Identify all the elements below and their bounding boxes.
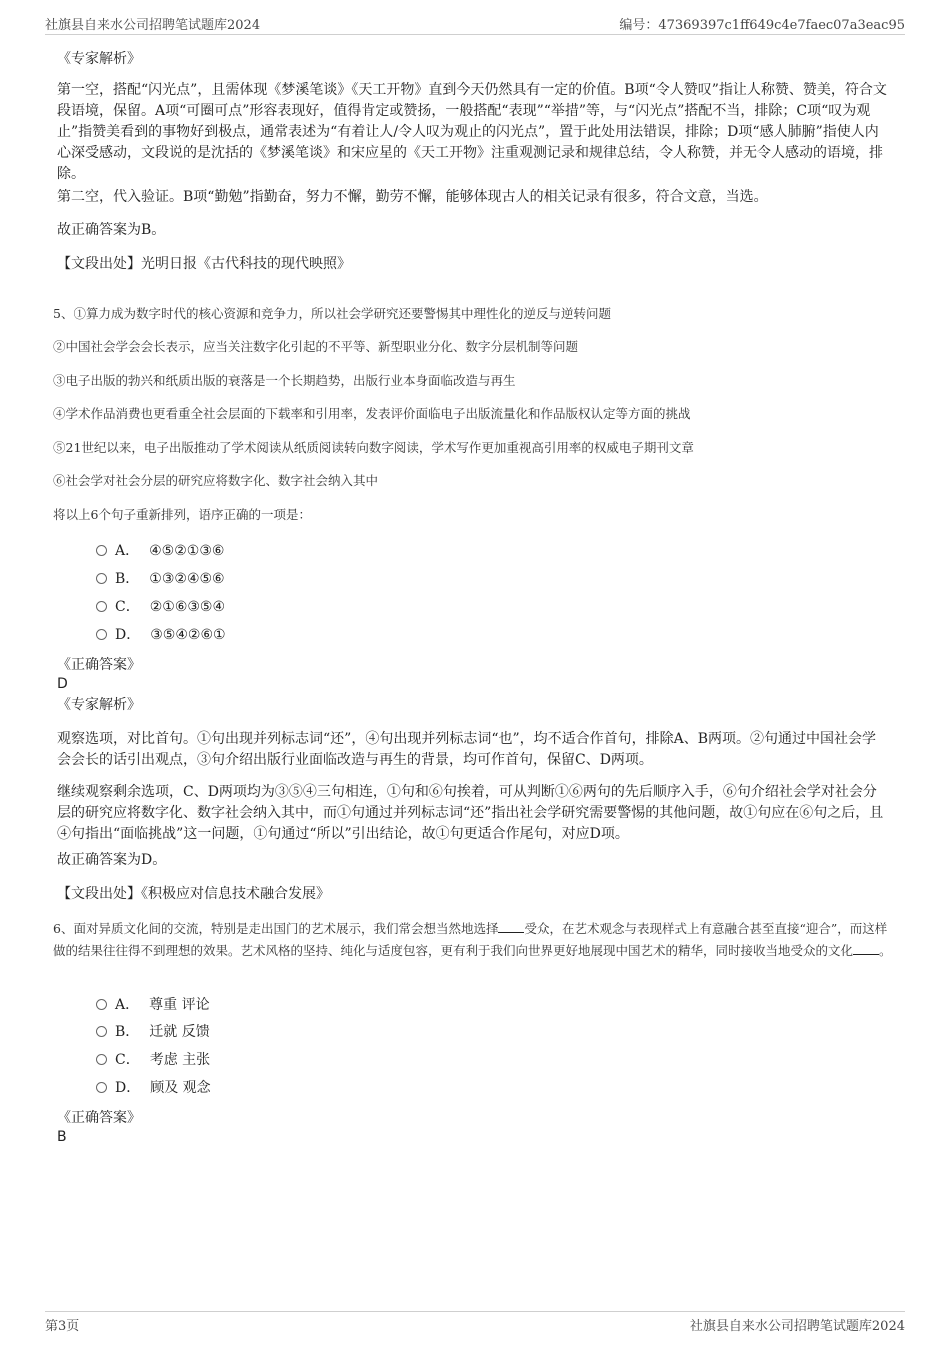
q4-analysis-para2: 第二空，代入验证。B项“勤勉”指勤奋，努力不懈，勤劳不懈，能够体现古人的相关记录有很多，符合文意，当选。 bbox=[57, 189, 768, 205]
blank-2 bbox=[853, 940, 879, 955]
q5-option-b[interactable]: B． ①③②④⑤⑥ bbox=[96, 568, 225, 590]
blank-1 bbox=[498, 918, 524, 933]
q6-option-d[interactable]: D． 顾及 观念 bbox=[96, 1077, 211, 1099]
q6-answer-label: 《正确答案》 bbox=[57, 1110, 141, 1126]
q5-sentence-4: ④学术作品消费也更看重全社会层面的下载率和引用率，发表评价面临电子出版流量化和作品版权认定等方面的挑战 bbox=[53, 406, 691, 421]
radio-icon[interactable] bbox=[96, 1054, 107, 1065]
q6-option-b[interactable]: B． 迁就 反馈 bbox=[96, 1021, 210, 1043]
header-title: 社旗县自来水公司招聘笔试题库2024 bbox=[45, 18, 261, 33]
q5-option-a[interactable]: A． ④⑤②①③⑥ bbox=[96, 540, 224, 562]
q6-option-c[interactable]: C． 考虑 主张 bbox=[96, 1049, 210, 1071]
q5-analysis-para1: 观察选项，对比首句。①句出现并列标志词“还”，④句出现并列标志词“也”，均不适合作首句，排除A、B两项。②句通过中国社会学会会长的话引出观点，③句介绍出版行业面临改造与再生的背景，均可作首句，保留C、D两项。 bbox=[57, 731, 877, 768]
q6-stem: 6、面对异质文化间的交流，特别是走出国门的艺术展示，我们常会想当然地选择 受众，在艺术观念与表现样式上有意融合甚至直接“迎合”，而这样做的结果往往得不到理想的效果。艺术风格的坚持、纯化与适度包容，更有利于我们向世界更好地展现中国艺术的精华，同时接收当地受众的文化 。 bbox=[53, 918, 893, 962]
q5-conclusion: 故正确答案为D。 bbox=[57, 852, 167, 868]
radio-icon[interactable] bbox=[96, 629, 107, 640]
q5-sentence-3: ③电子出版的勃兴和纸质出版的衰落是一个长期趋势，出版行业本身面临改造与再生 bbox=[53, 373, 516, 388]
page-footer bbox=[45, 1311, 905, 1334]
q6-option-a[interactable]: A． 尊重 评论 bbox=[96, 994, 210, 1016]
q5-analysis-para2: 继续观察剩余选项，C、D两项均为③⑤④三句相连，①句和⑥句挨着，可从判断①⑥两句的先后顺序入手，⑥句介绍社会学对社会分层的研究应将数字化、数字社会纳入其中，而①句通过并列标志词“还”指出社会学研究需要警惕的其他问题，故①句应在⑥句之后，且④句指出“面临挑战”这一问题，①句通过“所以”引出结论，故①句更适合作尾句，对应D项。 bbox=[57, 784, 884, 842]
q5-sentence-6: ⑥社会学对社会分层的研究应将数字化、数字社会纳入其中 bbox=[53, 473, 379, 488]
radio-icon[interactable] bbox=[96, 601, 107, 612]
q5-option-d[interactable]: D． ③⑤④②⑥① bbox=[96, 624, 226, 646]
radio-icon[interactable] bbox=[96, 1082, 107, 1093]
page-number: 第3页 bbox=[45, 1319, 80, 1334]
q4-source: 【文段出处】光明日报《古代科技的现代映照》 bbox=[57, 256, 351, 272]
q5-source: 【文段出处】《积极应对信息技术融合发展》 bbox=[57, 886, 330, 902]
q4-analysis-label: 《专家解析》 bbox=[57, 51, 141, 67]
q5-sentence-1: 5、①算力成为数字时代的核心资源和竞争力，所以社会学研究还要警惕其中理性化的逆反与逆转问题 bbox=[53, 306, 611, 321]
radio-icon[interactable] bbox=[96, 1026, 107, 1037]
radio-icon[interactable] bbox=[96, 573, 107, 584]
q4-conclusion: 故正确答案为B。 bbox=[57, 222, 166, 238]
footer-title: 社旗县自来水公司招聘笔试题库2024 bbox=[689, 1319, 905, 1334]
q4-analysis-para1: 第一空，搭配“闪光点”，且需体现《梦溪笔谈》《天工开物》直到今天仍然具有一定的价值。B项“令人赞叹”指让人称赞、赞美，符合文段语境，保留。A项“可圈可点”形容表现好，值得肯定或赞扬，一般搭配“表现”“举措”等，与“闪光点”搭配不当，排除；C项“叹为观止”指赞美看到的事物好到极点，通常表述为“有着让人/令人叹为观止的闪光点”，置于此处用法错误，排除；D项“感人肺腑”指使人内心深受感动，文段说的是沈括的《梦溪笔谈》和宋应星的《天工开物》注重观测记录和规律总结，令人称赞，并无令人感动的语境，排除。 bbox=[57, 82, 887, 182]
q5-sentence-5: ⑤21世纪以来，电子出版推动了学术阅读从纸质阅读转向数字阅读，学术写作更加重视高引用率的权威电子期刊文章 bbox=[53, 440, 694, 455]
q5-answer-label: 《正确答案》 bbox=[57, 657, 141, 673]
radio-icon[interactable] bbox=[96, 545, 107, 556]
q5-option-c[interactable]: C． ②①⑥③⑤④ bbox=[96, 596, 225, 618]
q5-analysis-label: 《专家解析》 bbox=[57, 697, 141, 713]
radio-icon[interactable] bbox=[96, 999, 107, 1010]
q6-answer: B bbox=[57, 1129, 67, 1145]
header-doc-id: 编号：47369397c1ff649c4e7faec07a3eac95 bbox=[619, 18, 905, 33]
q5-sentence-2: ②中国社会学会会长表示，应当关注数字化引起的不平等、新型职业分化、数字分层机制等问题 bbox=[53, 339, 579, 354]
page-header bbox=[45, 12, 905, 35]
q5-prompt: 将以上6个句子重新排列，语序正确的一项是： bbox=[53, 507, 311, 522]
q5-answer: D bbox=[57, 676, 68, 692]
